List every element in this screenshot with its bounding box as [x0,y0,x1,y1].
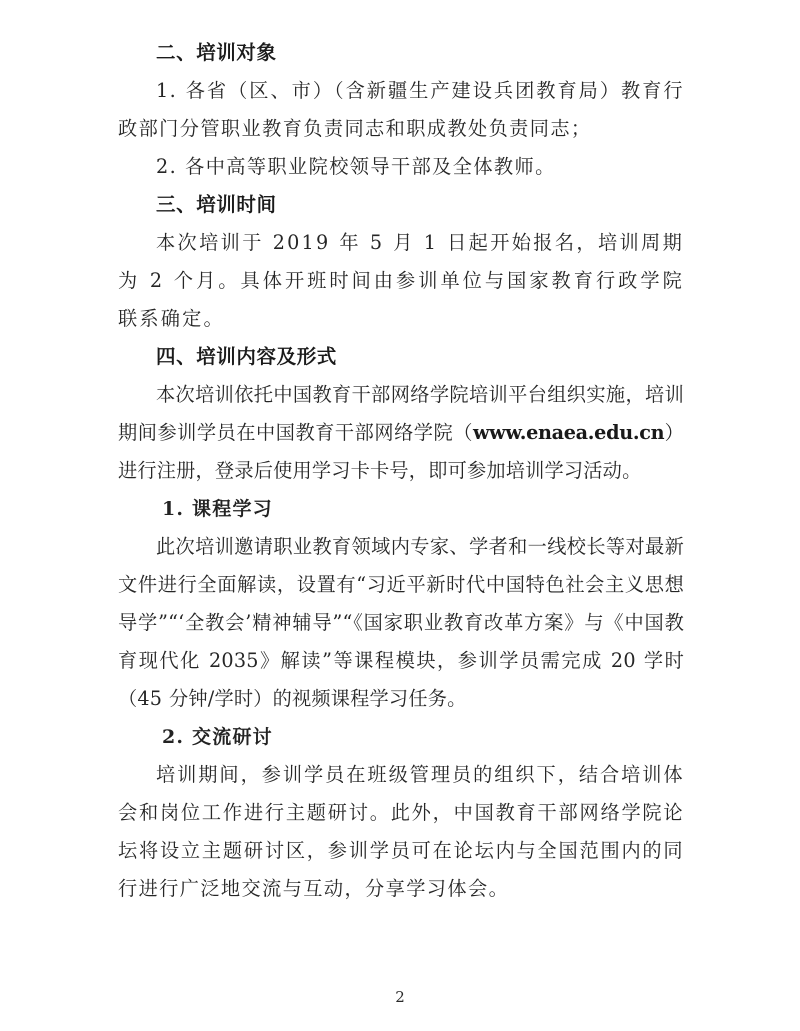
course-study-paragraph: 此次培训邀请职业教育领域内专家、学者和一线校长等对最新文件进行全面解读，设置有“习近平新时代中国特色社会主义思想导学”“‘全教会’精神辅导”“《国家职业教育改革方案》与《中国教育现代化 2035》解读”等课程模块，参训学员需完成 20 学时（45 分钟/学时）的视频课程学习任务。 [118,535,684,710]
training-content-intro-paragraph [118,376,684,490]
intro-text-after-url: ）进行注册，登录后使用学习卡卡号，即可参加培训学习活动。 [118,421,685,482]
training-audience-item-2: 2. 各中高等职业院校领导干部及全体教师。 [156,155,556,178]
subsection-heading-discussion-exchange: 2. 交流研讨 [162,726,273,748]
enaea-website-url[interactable]: www.enaea.edu.cn [472,421,665,444]
discussion-exchange-paragraph: 培训期间，参训学员在班级管理员的组织下，结合培训体会和岗位工作进行主题研讨。此外，中国教育干部网络学院论坛将设立主题研讨区，参训学员可在论坛内与全国范围内的同行进行广泛地交流与互动，分享学习体会。 [118,763,684,900]
intro-text-before-url: 本次培训依托中国教育干部网络学院培训平台组织实施，培训期间参训学员在中国教育干部网络学院（ [118,383,684,444]
training-time-paragraph: 本次培训于 2019 年 5 月 1 日起开始报名，培训周期为 2 个月。具体开班时间由参训单位与国家教育行政学院联系确定。 [118,231,684,330]
training-audience-item-1: 1. 各省（区、市）（含新疆生产建设兵团教育局）教育行政部门分管职业教育负责同志和职成教处负责同志； [118,79,684,140]
section-heading-training-content: 四、培训内容及形式 [156,345,337,368]
page-number-footer: 2 [395,988,405,1006]
section-heading-training-audience: 二、培训对象 [156,41,277,64]
page-content [118,34,684,908]
section-heading-training-time: 三、培训时间 [156,193,277,216]
subsection-heading-course-study: 1. 课程学习 [162,498,273,520]
